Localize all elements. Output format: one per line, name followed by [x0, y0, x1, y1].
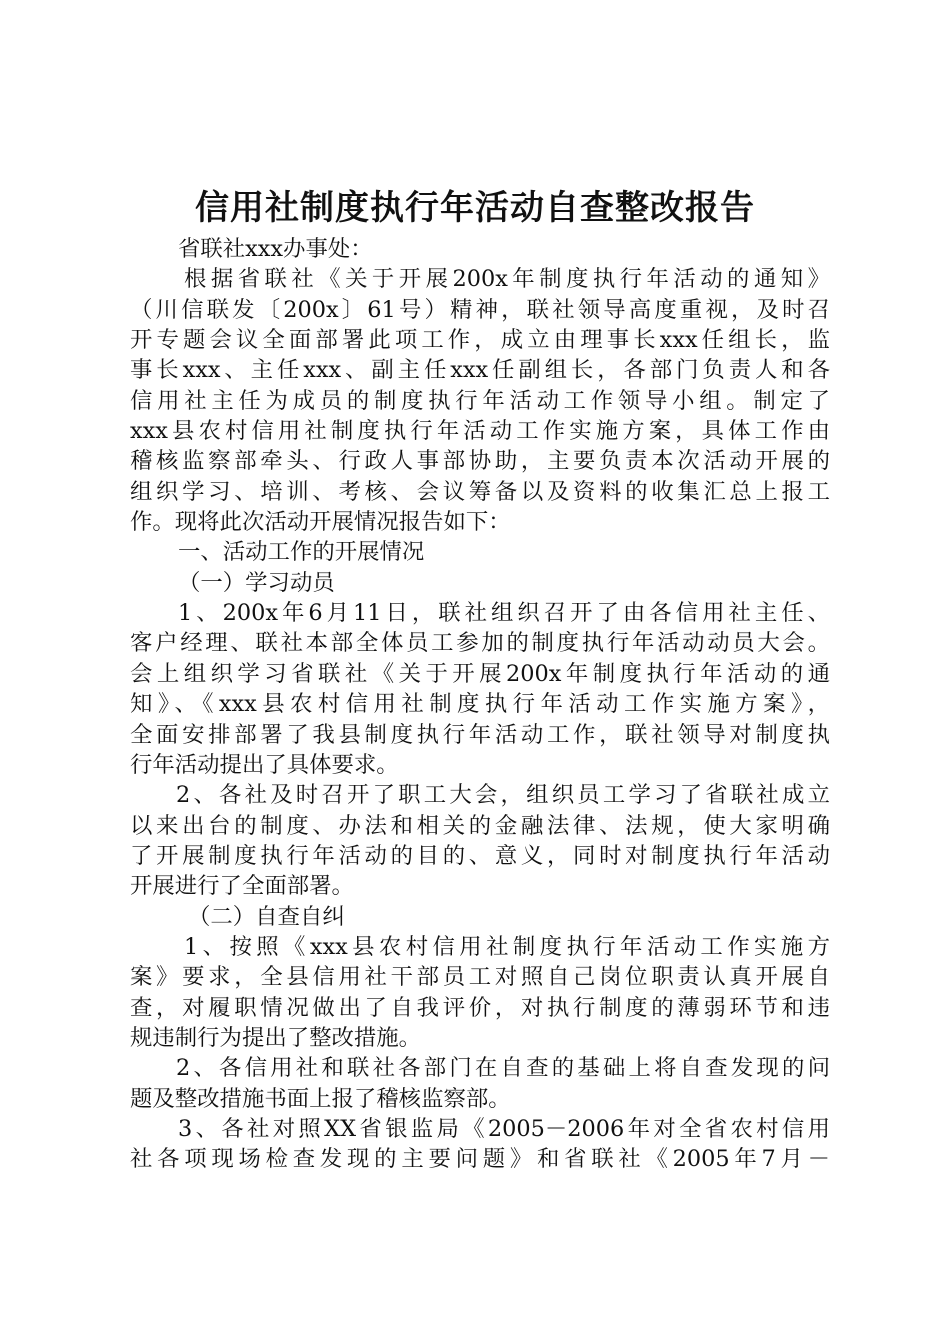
- paragraph-line: 1、按照《xxx县农村信用社制度执行年活动工作实施方: [184, 933, 830, 960]
- paragraph-line: 根据省联社《关于开展200x年制度执行年活动的通知》: [184, 266, 830, 293]
- paragraph-line: 开专题会议全面部署此项工作，成立由理事长xxx任组长，监: [130, 327, 830, 354]
- paragraph-line: 2、各社及时召开了职工大会，组织员工学习了省联社成立: [176, 782, 830, 809]
- paragraph-line: 行年活动提出了具体要求。: [130, 751, 399, 778]
- paragraph-line: 了开展制度执行年活动的目的、意义，同时对制度执行年活动: [130, 842, 830, 869]
- document-title: 信用社制度执行年活动自查整改报告: [195, 188, 755, 228]
- paragraph-line: 社各项现场检查发现的主要问题》和省联社《2005年7月－: [130, 1146, 830, 1173]
- paragraph-line: 知》、《xxx县农村信用社制度执行年活动工作实施方案》，: [130, 691, 830, 718]
- paragraph-line: 规违制行为提出了整改措施。: [130, 1024, 422, 1051]
- paragraph-line: 1、200x年6月11日，联社组织召开了由各信用社主任、: [178, 600, 830, 627]
- paragraph-line: 事长xxx、主任xxx、副主任xxx任副组长，各部门负责人和各: [130, 357, 830, 384]
- paragraph-line: 全面安排部署了我县制度执行年活动工作，联社领导对制度执: [130, 721, 830, 748]
- subsection-heading: （二）自查自纠: [188, 903, 345, 930]
- paragraph-line: 以来出台的制度、办法和相关的金融法律、法规，使大家明确: [130, 812, 830, 839]
- paragraph-line: 客户经理、联社本部全体员工参加的制度执行年活动动员大会。: [130, 630, 830, 657]
- paragraph-line: 稽核监察部牵头、行政人事部协助，主要负责本次活动开展的: [130, 448, 830, 475]
- paragraph-line: 信用社主任为成员的制度执行年活动工作领导小组。制定了: [130, 387, 830, 414]
- paragraph-line: （川信联发〔200x〕61号）精神，联社领导高度重视，及时召: [130, 296, 830, 323]
- salutation: 省联社xxx办事处：: [178, 236, 373, 262]
- paragraph-line: xxx县农村信用社制度执行年活动工作实施方案，具体工作由: [130, 418, 830, 445]
- section-heading: 一、活动工作的开展情况: [178, 539, 425, 566]
- paragraph-line: 组织学习、培训、考核、会议筹备以及资料的收集汇总上报工: [130, 478, 830, 505]
- document-body: [130, 234, 830, 1175]
- paragraph-line: 开展进行了全面部署。: [130, 873, 354, 900]
- paragraph-line: 会上组织学习省联社《关于开展200x年制度执行年活动的通: [130, 660, 830, 687]
- paragraph-line: 案》要求，全县信用社干部员工对照自己岗位职责认真开展自: [130, 964, 830, 991]
- paragraph-line: 查，对履职情况做出了自我评价，对执行制度的薄弱环节和违: [130, 994, 830, 1021]
- subsection-heading: （一）学习动员: [178, 569, 335, 596]
- paragraph-line: 题及整改措施书面上报了稽核监察部。: [130, 1085, 511, 1112]
- paragraph-line: 3、各社对照XX省银监局《2005－2006年对全省农村信用: [178, 1115, 830, 1142]
- paragraph-line: 作。现将此次活动开展情况报告如下：: [130, 509, 511, 536]
- paragraph-line: 2、各信用社和联社各部门在自查的基础上将自查发现的问: [176, 1055, 830, 1082]
